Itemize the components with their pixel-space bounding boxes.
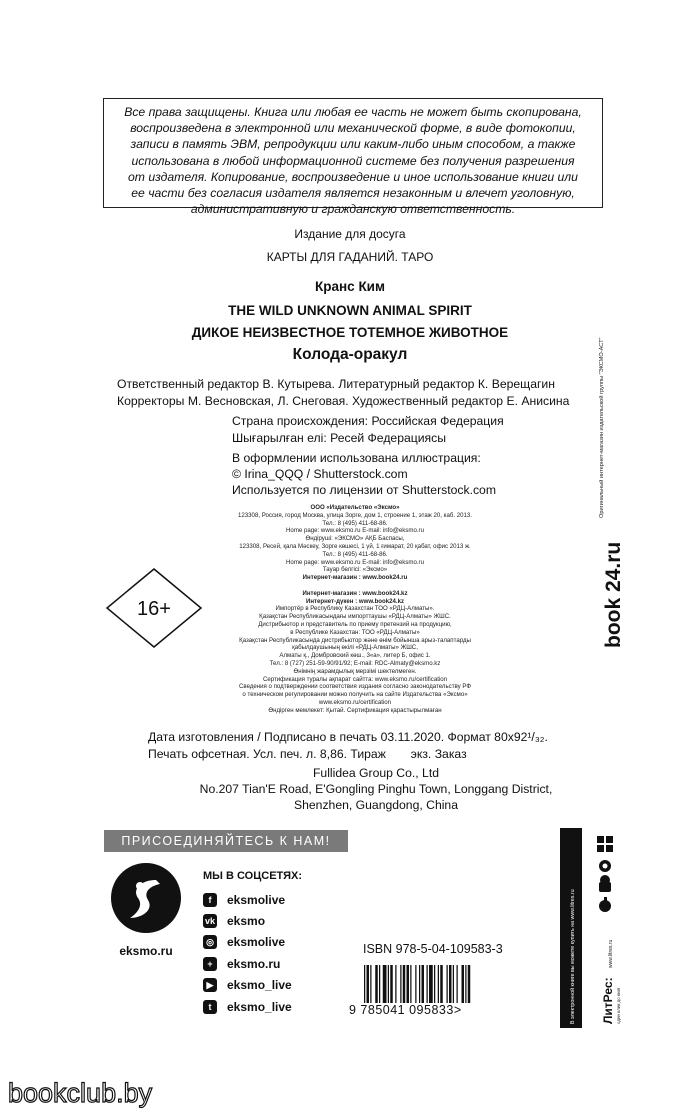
- blackberry-icon: [599, 860, 611, 872]
- age-rating-badge: [105, 567, 203, 649]
- barcode-bar: [415, 965, 416, 1003]
- rights-line: воспроизведена в электронной или механической форме, в виде фотокопии,: [130, 121, 576, 136]
- social-item-instagram[interactable]: [203, 932, 285, 952]
- join-us-banner: ПРИСОЕДИНЯЙТЕСЬ К НАМ!: [104, 830, 348, 852]
- origin-kz: Шығарылған елі: Ресей Федерациясы: [232, 431, 447, 445]
- book-subtitle: Колода-оракул: [292, 346, 408, 363]
- imprint-line: о техническом регулировании можно получить на сайте Издательства «Эксмо»: [242, 691, 468, 699]
- eksmo-site[interactable]: eksmo.ru: [119, 944, 173, 958]
- print-specs-a: Печать офсетная. Усл. печ. л. 8,86. Тираж: [148, 747, 386, 761]
- rights-line: от издателя. Копирование, воспроизведение и иное использование книги или: [128, 169, 578, 184]
- litres-dark-text: В электронной книге вы можете купить на www.litres.ru: [570, 889, 576, 1024]
- instagram-icon: ◎: [203, 935, 217, 949]
- side-notice-text: Оригинальный интернет-магазин издательской группы "ЭКСМО-АСТ": [599, 337, 605, 518]
- imprint-line: Сертификация туралы ақпарат сайтта: www.eksmo.ru/certification: [262, 675, 448, 683]
- imprint-line: ООО «Издательство «Эксмо»: [310, 504, 400, 511]
- print-specs-b: экз. Заказ: [410, 747, 467, 761]
- barcode-bar: [453, 965, 454, 1003]
- social-label: eksmo_live: [227, 978, 292, 992]
- author-name: Кранс Ким: [315, 279, 385, 294]
- imprint-line: Өнімнің жарамдылық мерзімі шектелмеген.: [293, 667, 417, 675]
- twitter-icon: t: [203, 1000, 217, 1014]
- litres-logo: ЛитРес:: [601, 977, 615, 1024]
- barcode-bar: [434, 965, 435, 1003]
- imprint-line: Импортёр в Республику Казахстан ТОО «РДЦ-Алматы».: [275, 605, 435, 613]
- imprint-line: [215, 582, 495, 590]
- origin-info: [232, 413, 504, 447]
- barcode-bar: [438, 965, 439, 1003]
- barcode-bar: [449, 965, 452, 1003]
- title-russian: ДИКОЕ НЕИЗВЕСТНОЕ ТОТЕМНОЕ ЖИВОТНОЕ: [191, 325, 509, 340]
- imprint-line: в Республике Казахстан: ТОО «РДЦ-Алматы»: [290, 628, 420, 636]
- barcode-bar: [457, 965, 458, 1003]
- origin-ru: Страна происхождения: Российская Федерация: [232, 414, 504, 428]
- imprint-line: 123308, Россия, город Москва, улица Зорге, дом 1, строение 1, этаж 20, каб. 2013.: [238, 511, 472, 519]
- imprint-line: Тауар белгісі: «Эксмо»: [322, 566, 388, 574]
- barcode-bar: [383, 965, 387, 1003]
- social-item-vk[interactable]: [203, 911, 265, 931]
- barcode-bar: [429, 965, 433, 1003]
- credits-line: Корректоры М. Весновская, Л. Снеговая. Художественный редактор Е. Анисина: [117, 394, 570, 408]
- footer-watermark-text: bookclub.by: [8, 1078, 153, 1108]
- facebook-icon: f: [203, 893, 217, 907]
- barcode-bar: [465, 965, 466, 1003]
- barcode-digits-text: 9 785041 095833: [349, 1003, 454, 1017]
- social-item-twitter[interactable]: [203, 997, 292, 1017]
- barcode-bar: [367, 965, 370, 1003]
- barcode-bar: [395, 965, 396, 1003]
- imprint-line: Интернет-дүкен : www.book24.kz: [305, 597, 405, 605]
- book24-logo: [596, 530, 626, 650]
- print-info: [148, 729, 598, 763]
- print-date: Дата изготовления / Подписано в печать 03.11.2020. Формат 80x92¹/₃₂.: [148, 730, 548, 744]
- imprint-line: Тел.: 8 (495) 411-68-86.: [322, 550, 388, 558]
- imprint-line: Қазақстан Республикасында дистрибьютор және өнім бойынша арыз-талаптарды: [239, 636, 471, 644]
- illustration-line: В оформлении использована иллюстрация:: [232, 451, 481, 465]
- imprint-line: Алматы қ., Домбровский көш., 3«а», литер Б, офис 1.: [279, 652, 431, 660]
- litres-tagline: один клик до книг: [616, 987, 621, 1024]
- barcode-bar: [447, 965, 448, 1003]
- barcode-bar: [462, 965, 465, 1003]
- imprint-line: Дистрибьютор и представитель по приему претензий на продукцию,: [258, 620, 452, 628]
- social-label: eksmo.ru: [227, 957, 281, 971]
- litres-block: [560, 828, 625, 1028]
- social-label: eksmo: [227, 914, 266, 928]
- title-english: THE WILD UNKNOWN ANIMAL SPIRIT: [228, 303, 472, 318]
- social-label: eksmo_live: [227, 1000, 292, 1014]
- rights-line: Все права защищены. Книга или любая ее часть не может быть скопирована,: [124, 105, 582, 119]
- isbn: ISBN 978-5-04-109583-3: [363, 942, 503, 956]
- imprint-line: Интернет-магазин : www.book24.kz: [302, 589, 408, 597]
- barcode-bar: [427, 965, 428, 1003]
- barcode-bar: [468, 965, 471, 1003]
- imprint-line: Сведения о подтверждении соответствия издания согласно законодательству РФ: [239, 683, 471, 691]
- barcode-bar: [388, 965, 389, 1003]
- youtube-icon: ▶: [203, 978, 217, 992]
- imprint-line: қабылдаушының өкілі «РДЦ-Алматы» ЖШС,: [292, 644, 418, 652]
- age-rating-text: 16+: [137, 598, 171, 620]
- printer-info: [176, 765, 576, 813]
- imprint-line: Тел.: 8 (495) 411-68-86.: [322, 519, 388, 527]
- print-specs: [148, 746, 598, 763]
- imprint-line: Интернет-магазин : www.book24.ru: [302, 574, 408, 582]
- barcode-bar: [419, 965, 420, 1003]
- imprint-line: Өндірген мемлекет: Қытай. Сертификация қарастырылмаған: [268, 706, 442, 714]
- social-label: eksmolive: [227, 893, 286, 907]
- rights-notice: [103, 98, 603, 217]
- litres-site: www.litres.ru: [608, 939, 614, 968]
- printer-address: Shenzhen, Guangdong, China: [294, 798, 458, 812]
- barcode-bar: [390, 965, 393, 1003]
- barcode-bar: [440, 965, 443, 1003]
- imprint-line: www.eksmo.ru/certification: [318, 698, 392, 706]
- rights-line: записи в память ЭВМ, репродукции или каким-либо иным способом, а также: [130, 137, 576, 152]
- side-notice: [593, 337, 623, 520]
- rights-line: ее части без согласия издателя является незаконным и влечет уголовную,: [131, 186, 575, 201]
- imprint-block: [215, 504, 495, 715]
- windows-icon: [597, 836, 613, 852]
- illustration-line: © Irina_QQQ / Shutterstock.com: [232, 467, 408, 481]
- edition-type: Издание для досуга: [294, 227, 406, 241]
- eksmo-logo-icon: [110, 862, 182, 934]
- imprint-line: Өндіруші: «ЭКСМО» АҚБ Баспасы,: [305, 535, 405, 543]
- social-title: МЫ В СОЦСЕТЯХ:: [203, 870, 303, 882]
- illustration-line: Используется по лицензии от Shutterstock.com: [232, 483, 496, 497]
- imprint-line: Тел.: 8 (727) 251-59-90/91/92; E-mail: RDC-Almaty@eksmo.kz: [269, 659, 441, 667]
- barcode-bar: [422, 965, 425, 1003]
- credits-line: Ответственный редактор В. Кутырева. Литературный редактор К. Верещагин: [117, 377, 555, 391]
- footer-watermark: [0, 1068, 700, 1120]
- social-item-youtube[interactable]: [203, 975, 292, 995]
- barcode-bar: [375, 965, 378, 1003]
- apple-icon: [599, 897, 611, 912]
- imprint-line: 123308, Ресей, қала Мәскеу, Зорге көшесі, 1 үй, 1 ғимарат, 20 қабат, офис 2013 ж.: [239, 542, 471, 550]
- social-item-facebook[interactable]: [203, 890, 285, 910]
- imprint-line: Home page: www.eksmo.ru E-mail: info@eksmo.ru: [286, 558, 424, 566]
- barcode-digits: 9 785041 095833>: [349, 1003, 462, 1017]
- vk-icon: vk: [204, 916, 215, 926]
- rights-line: использована в любой информационной системе без получения разрешения: [131, 153, 575, 168]
- barcode-bar: [364, 965, 365, 1003]
- barcode-bar: [410, 965, 411, 1003]
- social-item-eksmo-ru[interactable]: [203, 954, 280, 974]
- imprint-line: Home page: www.eksmo.ru E-mail: info@eksmo.ru: [286, 527, 424, 535]
- series-name: КАРТЫ ДЛЯ ГАДАНИЙ. ТАРО: [266, 250, 434, 264]
- imprint-line: Қазақстан Республикасындағы импорттаушы «РДЦ-Алматы» ЖШС.: [259, 613, 451, 621]
- barcode-bar: [379, 965, 380, 1003]
- printer-address: No.207 Tian'E Road, E'Gongling Pinghu Town, Longgang District,: [199, 782, 553, 796]
- illustration-credit: [232, 450, 496, 498]
- barcode-bar: [400, 965, 401, 1003]
- plus-icon: +: [203, 957, 217, 971]
- barcode-bar: [403, 965, 406, 1003]
- barcode-bar: [407, 965, 410, 1003]
- social-label: eksmolive: [227, 935, 286, 949]
- printer-name: Fullidea Group Co., Ltd: [312, 766, 439, 780]
- book24-logo-text: book 24.ru: [602, 541, 625, 648]
- rights-line: административную и гражданскую ответственность.: [190, 202, 516, 217]
- android-icon: [599, 875, 611, 892]
- barcode-bar: [370, 965, 371, 1003]
- credits: [117, 376, 587, 410]
